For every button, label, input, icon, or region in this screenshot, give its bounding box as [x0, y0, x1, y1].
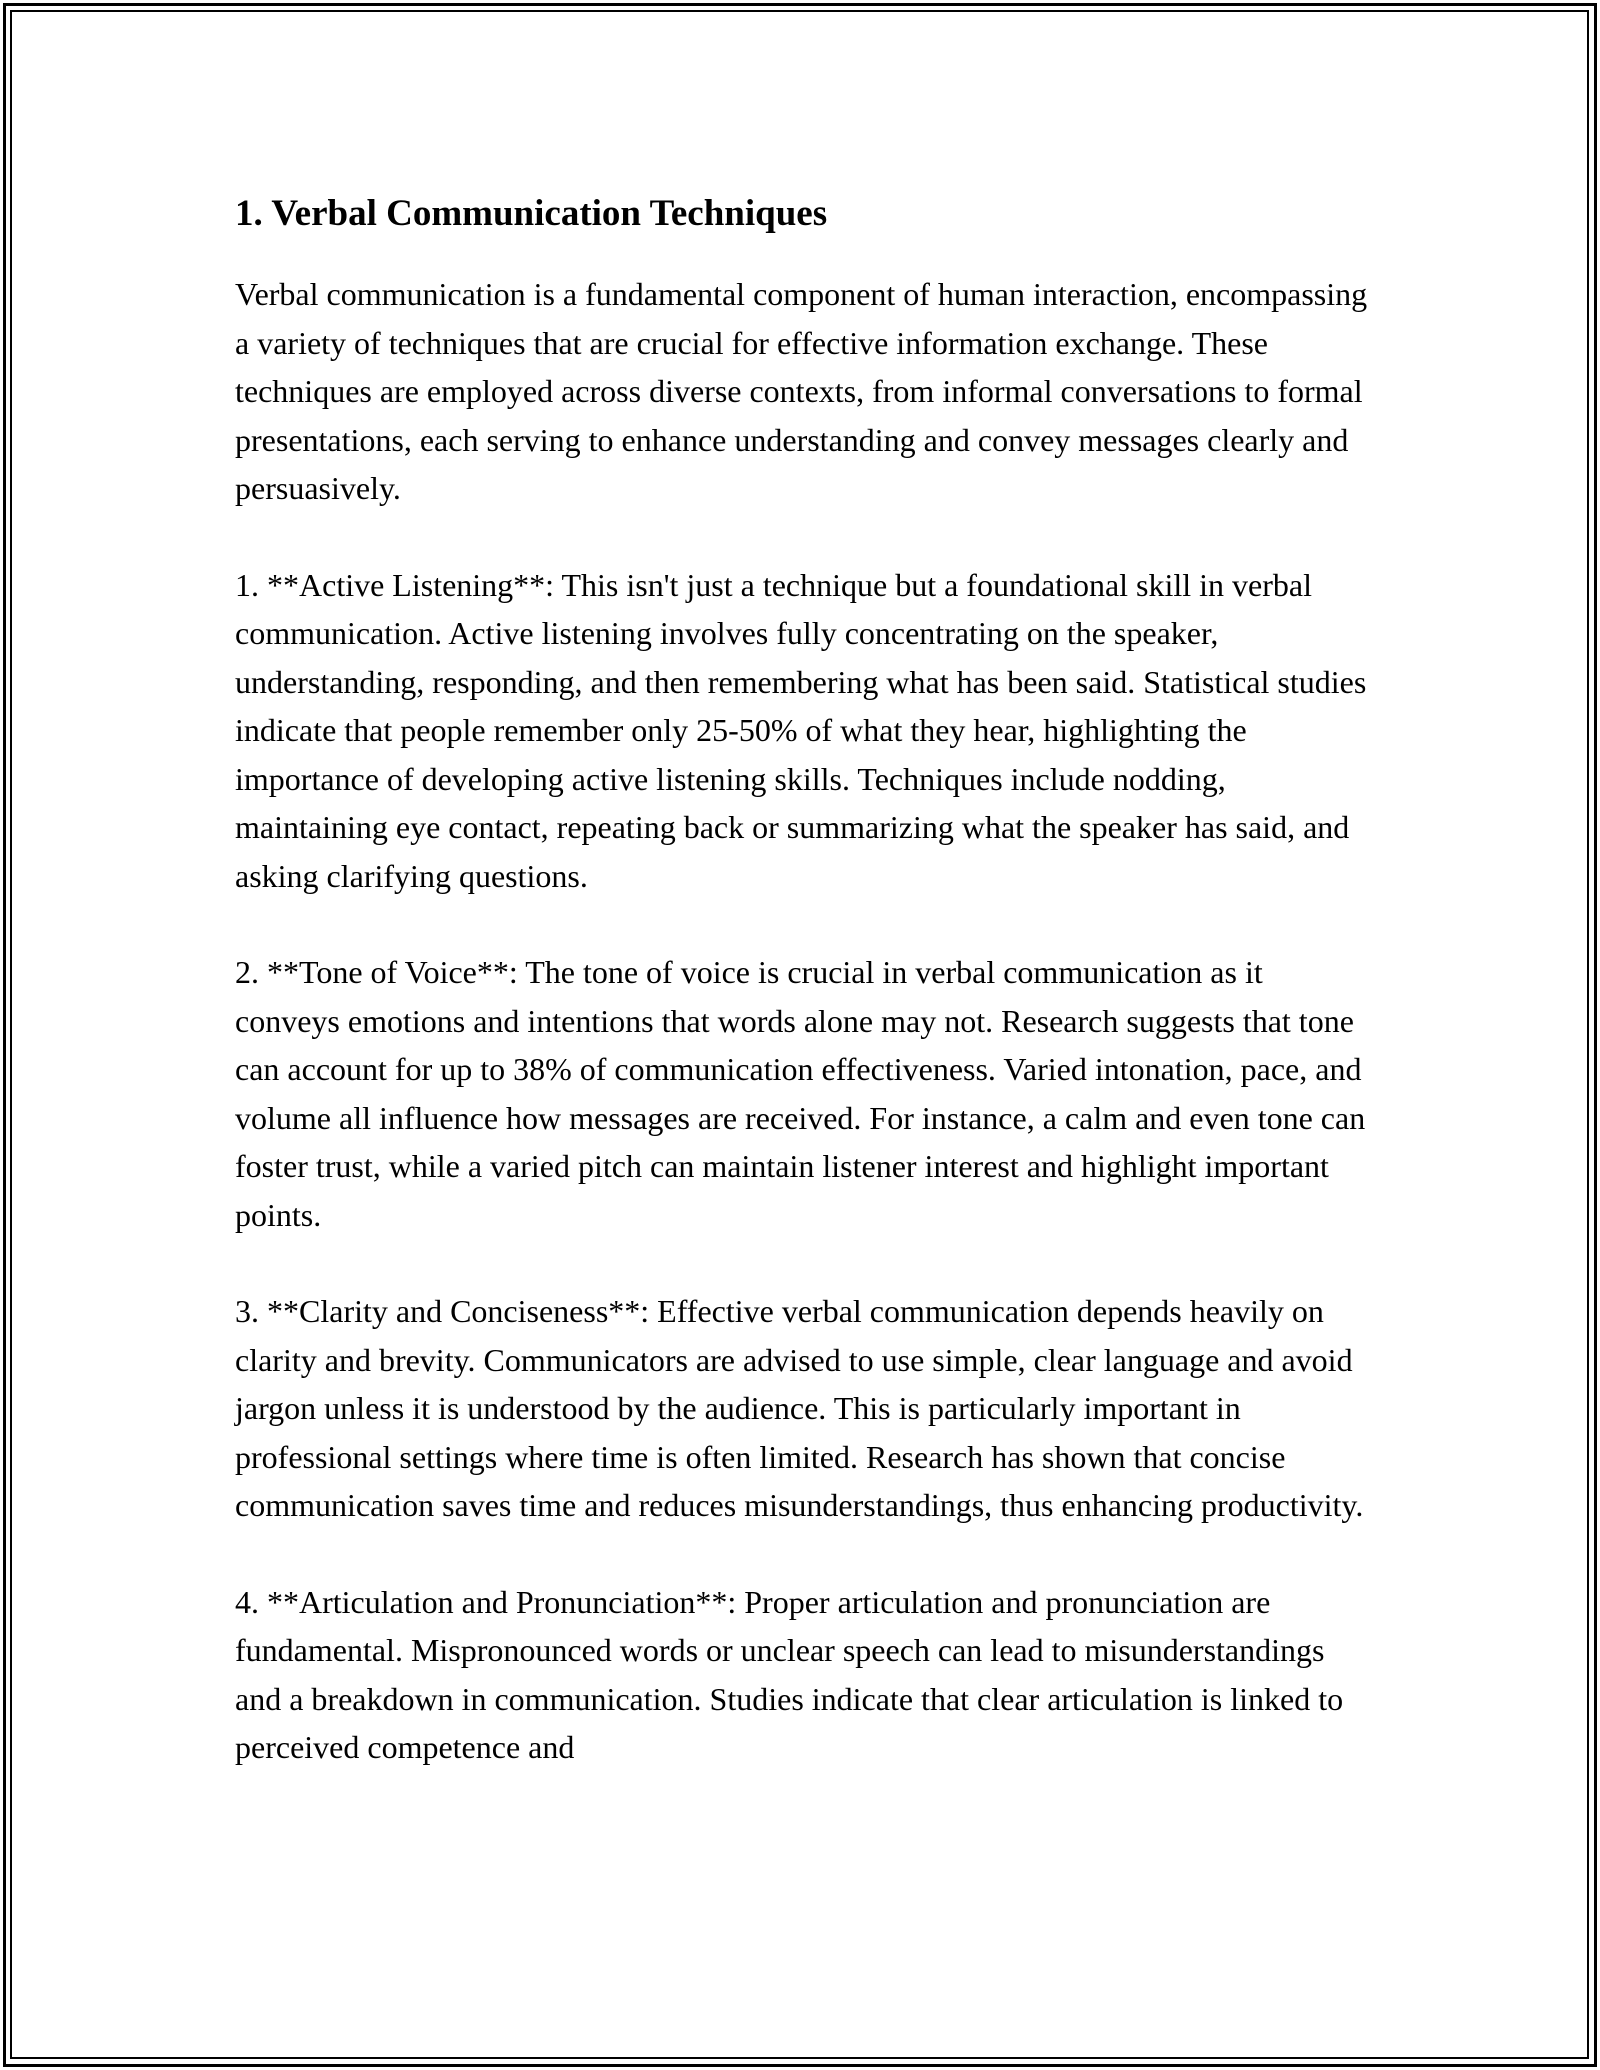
tone-of-voice-paragraph: 2. **Tone of Voice**: The tone of voice is crucial in verbal communication as it conveys emotions and intentions that words alone may not. Research suggests that tone can account for up to 38% of communication effectiveness. Varied intonation, pace, and volume all influence how messages are received. For instance, a calm and even tone can foster trust, while a varied pitch can maintain listener interest and highlight important points. [235, 954, 1366, 1233]
articulation-pronunciation-paragraph: 4. **Articulation and Pronunciation**: Proper articulation and pronunciation are fundamental. Mispronounced words or unclear speech can lead to misunderstandings and a breakdown in communication. Studies indicate that clear articulation is linked to perceived competence and [235, 1583, 1344, 1765]
active-listening-paragraph: 1. **Active Listening**: This isn't just a technique but a foundational skill in verbal communication. Active listening involves fully concentrating on the speaker, understanding, responding, and then remembering what has been said. Statistical studies indicate that people remember only 25-50% of what they hear, highlighting the importance of developing active listening skills. Techniques include nodding, maintaining eye contact, repeating back or summarizing what the speaker has said, and asking clarifying questions. [235, 566, 1367, 894]
section-heading: 1. Verbal Communication Techniques [235, 193, 828, 234]
intro-paragraph: Verbal communication is a fundamental component of human interaction, encompassing a variety of techniques that are crucial for effective information exchange. These techniques are employed across diverse contexts, from informal conversations to formal presentations, each serving to enhance understanding and convey messages clearly and persuasively. [235, 276, 1368, 506]
clarity-conciseness-paragraph: 3. **Clarity and Conciseness**: Effective verbal communication depends heavily on clarity and brevity. Communicators are advised to use simple, clear language and avoid jargon unless it is understood by the audience. This is particularly important in professional settings where time is often limited. Research has shown that concise communication saves time and reduces misunderstandings, thus enhancing productivity. [235, 1293, 1364, 1523]
document-body [235, 188, 1375, 1820]
